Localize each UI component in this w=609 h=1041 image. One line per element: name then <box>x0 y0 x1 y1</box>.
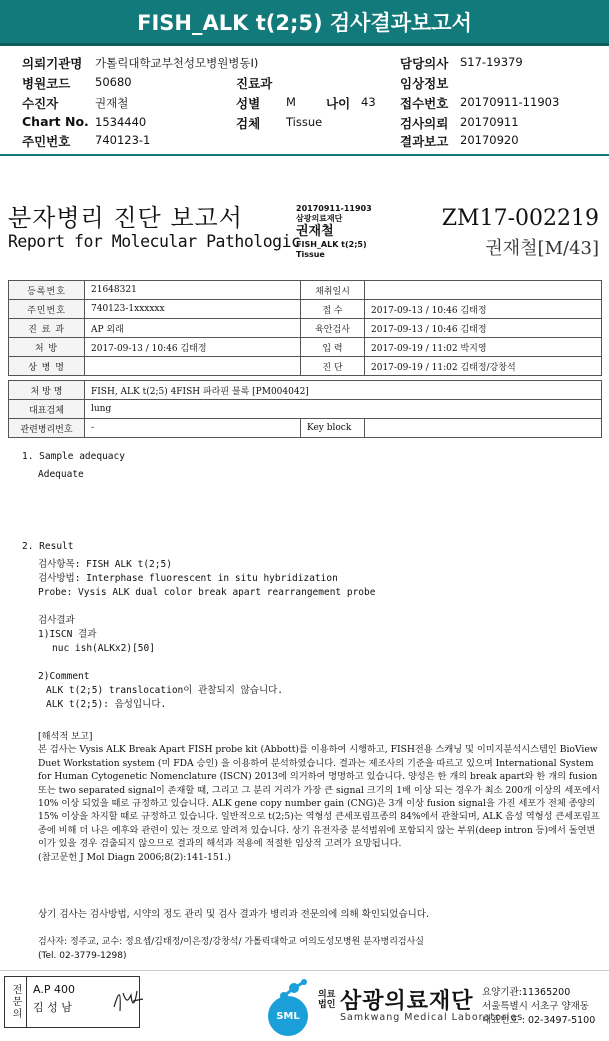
table-cell: Key block <box>301 419 365 438</box>
iscn-label: 1)ISCN 결과 <box>38 629 97 640</box>
report-document <box>0 168 609 968</box>
receipt-label: 접수번호 <box>400 96 449 111</box>
org-name-en: Samkwang Medical Laboratories <box>340 1012 524 1023</box>
contact-line-2: 서울특별시 서초구 양재동 <box>482 1001 589 1012</box>
interp-heading: [해석적 보고] <box>38 731 93 742</box>
org-prefix-line-2: 법인 <box>318 1000 336 1010</box>
disclaimer: 상기 검사는 검사방법, 시약의 정도 관리 및 검사 결과가 병리과 전문의에 의해 확인되었습니다. <box>38 909 430 920</box>
report-id: ZM17-002219 <box>441 206 599 231</box>
sex-label: 성별 <box>236 96 261 111</box>
recipient-label: 수진자 <box>22 96 59 111</box>
sign-info <box>27 977 139 1027</box>
request-label: 검사의뢰 <box>400 116 449 131</box>
table-cell: 주민번호 <box>9 300 85 319</box>
table-cell: FISH, ALK t(2;5) 4FISH 파라핀 블록 [PM004042] <box>85 381 602 400</box>
report-title-ko: 분자병리 진단 보고서 <box>8 204 243 232</box>
clinical-label: 임상정보 <box>400 76 449 91</box>
table-cell: 21648321 <box>85 281 301 300</box>
table-cell: 진 단 <box>301 357 365 376</box>
org-prefix-line-1: 의료 <box>318 990 336 1000</box>
rrn-value: 740123-1 <box>95 133 151 147</box>
table-cell: 진 료 과 <box>9 319 85 338</box>
table-cell <box>85 357 301 376</box>
table-cell: 육안검사 <box>301 319 365 338</box>
comment-line-1: ALK t(2;5) translocation이 관찰되지 않습니다. <box>46 685 284 696</box>
result-label: 검사결과 <box>38 615 75 626</box>
sml-logo-text: SML <box>276 1010 300 1022</box>
table-cell: 입 력 <box>301 338 365 357</box>
table-cell: 등록번호 <box>9 281 85 300</box>
table-row <box>9 357 602 376</box>
contact-line-1: 요양기관:11365200 <box>482 987 571 998</box>
org-name: 삼광의료재단 <box>340 989 474 1014</box>
table-cell: 채취일시 <box>301 281 365 300</box>
header-divider <box>0 154 609 156</box>
table-cell: 처 방 명 <box>9 381 85 400</box>
table-cell: 상 병 명 <box>9 357 85 376</box>
table-cell: 2017-09-19 / 11:02 박지영 <box>365 338 602 357</box>
table-cell: 2017-09-13 / 10:46 김태정 <box>85 338 301 357</box>
age-value: 43 <box>361 95 376 109</box>
stamp-test: FISH_ALK t(2;5) <box>296 240 367 249</box>
table-cell: - <box>85 419 301 438</box>
result-item: 검사항목: FISH ALK t(2;5) <box>38 559 172 570</box>
result-heading: 2. Result <box>22 541 74 552</box>
sample-value: Adequate <box>38 469 84 480</box>
report-date-value: 20170920 <box>460 133 519 147</box>
interpretive-report <box>38 730 600 864</box>
patient-info-header <box>0 52 609 152</box>
report-title: FISH_ALK t(2;5) 검사결과보고서 <box>137 10 472 35</box>
table-row <box>9 338 602 357</box>
doctor-label: 담당의사 <box>400 56 449 71</box>
rrn-label: 주민번호 <box>22 134 71 149</box>
result-probe: Probe: Vysis ALK dual color break apart rearrangement probe <box>38 587 376 598</box>
table-cell: 처 방 <box>9 338 85 357</box>
table-cell: 대표검체 <box>9 400 85 419</box>
request-value: 20170911 <box>460 115 519 129</box>
table-row <box>9 281 602 300</box>
interp-reference: (참고문헌 J Mol Diagn 2006;8(2):141-151.) <box>38 851 232 863</box>
lab-telephone: (Tel. 02-3779-1298) <box>38 951 127 961</box>
report-title-en: Report for Molecular Pathologic <box>8 232 301 251</box>
comment-line-2: ALK t(2;5): 음성입니다. <box>46 699 167 710</box>
institution-label: 의뢰기관명 <box>22 56 83 71</box>
table-cell: 관련병리번호 <box>9 419 85 438</box>
table-row <box>9 381 602 400</box>
table-row <box>9 400 602 419</box>
sign-code: A.P 400 <box>33 983 75 996</box>
table-cell: 2017-09-13 / 10:46 김태정 <box>365 300 602 319</box>
table-cell <box>365 281 602 300</box>
contact-line-3: 대표번호 : 02-3497-5100 <box>482 1015 596 1026</box>
table-cell: AP 외래 <box>85 319 301 338</box>
specialist-sign-box <box>4 976 140 1028</box>
interp-body: 본 검사는 Vysis ALK Break Apart FISH probe kit (Abbott)를 이용하여 시행하고, FISH전용 스캐닝 및 이미지분석시스템인 BioView Duet Workstation system (미 FDA 승인) 을 이용하여 분석하였습니다. 결과는 제조사의 기준을 따르고 있으며 International System for Human Cytogenetic Nomenclature (ISCN) 2013에 의거하여 명명하고 있습니다. 양성은 한 개의 break apart와 한 개의 fusion 또는 two separated signal이 존재할 때, 그리고 그 분리 거리가 가장 큰 signal 크기의 1배 이상 되는 경우가 최소 200개 이상의 세포에서 10% 이상 되었을 때로 규정하고 있습니다. ALK gene copy number gain (CNG)은 3개 이상 fusion signal을 가진 세포가 전체 종양의 15% 이상을 차지할 때로 규정하고 있습니다. 일반적으로 t(2;5)는 역형성 큰세포림프종의 84%에서 관찰되며, ALK 음성 역형성 큰세포림프종에 비해 더 나은 예후와 관련이 있는 것으로 알려져 있습니다. 상기 유전자중 분석범위에 포함되지 않는 부위(deep intron 등)에서 돌연변이가 있을 경우 검출되지 않으므로 결과의 해석과 적용에 적절한 임상적 고려가 요망됩니다. <box>38 744 600 850</box>
report-date-label: 결과보고 <box>400 134 449 149</box>
result-method: 검사방법: Interphase fluorescent in situ hybridization <box>38 573 338 584</box>
stamp-name: 권재철 <box>296 224 334 239</box>
table-cell: 740123-1xxxxxx <box>85 300 301 319</box>
table-row <box>9 319 602 338</box>
examiners: 검사자: 정주교, 교수: 정요셉/김태정/이은정/강창석/ 가톨릭대학교 여의도성모병원 분자병리검사실 <box>38 937 424 947</box>
hospital-code-label: 병원코드 <box>22 76 71 91</box>
chart-no-label: Chart No. <box>22 114 89 129</box>
table-cell: lung <box>85 400 602 419</box>
receipt-value: 20170911-11903 <box>460 95 560 109</box>
department-label: 진료과 <box>236 76 273 91</box>
hospital-code-value: 50680 <box>95 75 132 89</box>
registration-table <box>8 280 602 376</box>
stamp-specimen: Tissue <box>296 250 325 259</box>
sex-value: M <box>286 95 296 109</box>
table-row <box>9 300 602 319</box>
lab-logo-area <box>268 976 608 1036</box>
institution-value: 가톨릭대학교부천성모병원병동I) <box>95 56 259 70</box>
signature-mark <box>111 985 145 1015</box>
table-cell: 2017-09-13 / 10:46 김태정 <box>365 319 602 338</box>
specialist-label: 전문의 <box>5 977 27 1027</box>
org-contact <box>482 986 595 1028</box>
report-stamp <box>296 204 372 260</box>
table-cell <box>365 419 602 438</box>
age-label: 나이 <box>326 96 351 111</box>
specimen-label: 검체 <box>236 116 261 131</box>
table-cell: 접 수 <box>301 300 365 319</box>
table-row <box>9 419 602 438</box>
sml-logo-icon <box>268 996 308 1036</box>
specimen-value: Tissue <box>286 115 323 129</box>
sign-name: 김 성 남 <box>33 1001 72 1014</box>
doctor-value: S17-19379 <box>460 55 523 69</box>
recipient-value: 권재철 <box>95 96 129 110</box>
stamp-org: 삼광의료재단 <box>296 214 343 223</box>
org-prefix <box>318 990 335 1010</box>
sample-heading: 1. Sample adequacy <box>22 451 125 462</box>
comment-label: 2)Comment <box>38 671 90 682</box>
iscn-value: nuc ish(ALKx2)[50] <box>52 643 155 654</box>
order-table <box>8 380 602 438</box>
table-cell: 2017-09-19 / 11:02 김태정/강창석 <box>365 357 602 376</box>
patient-tag: 권재철[M/43] <box>485 238 599 259</box>
report-title-banner <box>0 0 609 46</box>
footer-divider <box>0 970 609 971</box>
chart-no-value: 1534440 <box>95 115 147 129</box>
stamp-number: 20170911-11903 <box>296 204 372 213</box>
